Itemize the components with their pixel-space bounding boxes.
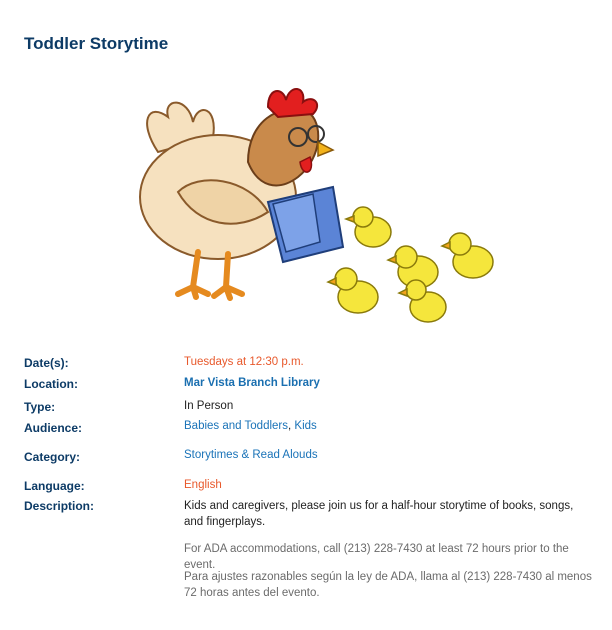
type-label: Type: — [24, 400, 56, 414]
audience-label: Audience: — [24, 421, 83, 435]
page-title: Toddler Storytime — [24, 34, 169, 53]
audience-separator: , — [288, 420, 292, 432]
description-text: Kids and caregivers, please join us for a half-hour storytime of books, songs, and fingerplays. — [184, 500, 574, 528]
audience-link-kids[interactable]: Kids — [294, 420, 317, 432]
category-link[interactable]: Storytimes & Read Alouds — [184, 449, 318, 461]
ada-english-note: For ADA accommodations, call (213) 228-7430 at least 72 hours prior to the event. — [184, 543, 569, 571]
ada-spanish-note: Para ajustes razonables según la ley de ADA, llama al (213) 228-7430 al menos 72 horas antes del evento. — [184, 571, 592, 599]
description-label: Description: — [24, 499, 95, 513]
audience-link-babies-toddlers[interactable]: Babies and Toddlers — [184, 420, 288, 432]
location-label: Location: — [24, 377, 78, 391]
category-label: Category: — [24, 450, 81, 464]
language-value: English — [184, 479, 222, 491]
dates-label: Date(s): — [24, 356, 69, 370]
audience-values — [184, 420, 317, 432]
dates-value: Tuesdays at 12:30 p.m. — [184, 356, 304, 368]
location-link[interactable]: Mar Vista Branch Library — [184, 377, 320, 389]
hen-reading-to-chicks-illustration — [118, 82, 504, 332]
language-label: Language: — [24, 479, 85, 493]
type-value: In Person — [184, 400, 234, 412]
